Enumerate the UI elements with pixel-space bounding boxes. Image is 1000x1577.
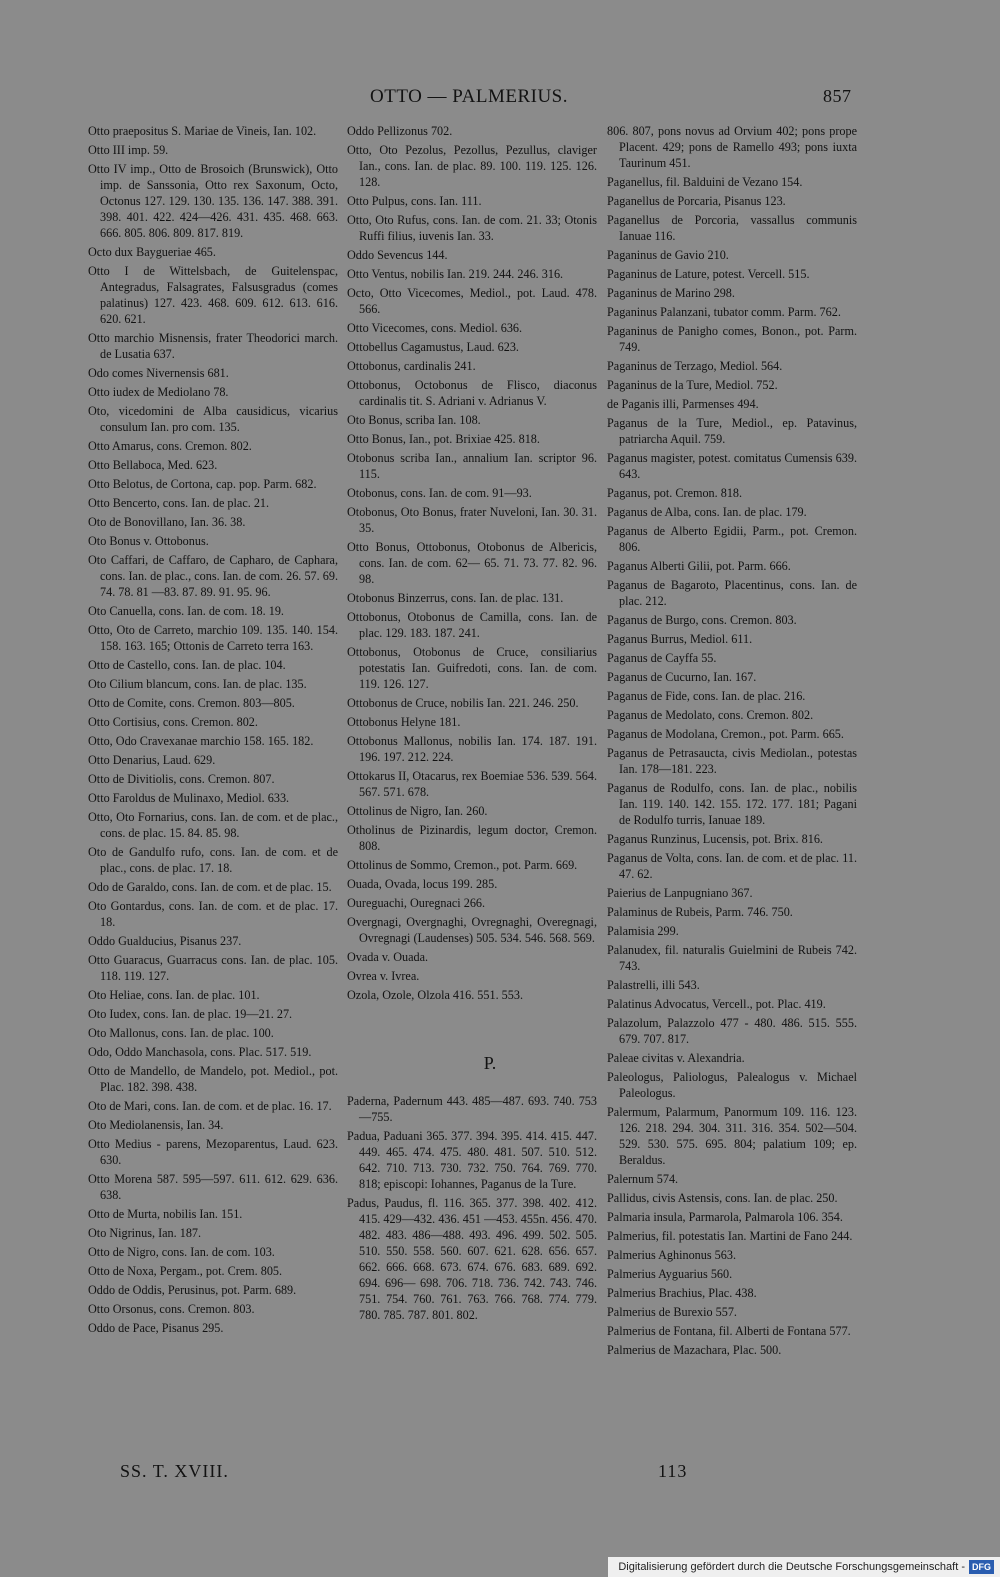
- section-p-entries: [347, 1093, 597, 1323]
- index-entry: Palazolum, Palazzolo 477 - 480. 486. 515. 555. 679. 707. 817.: [607, 1016, 857, 1046]
- index-entry: Ottokarus II, Otacarus, rex Boemiae 536. 539. 564. 567. 571. 678.: [347, 769, 597, 799]
- index-entry: Ottobonus, Otobonus de Cruce, consiliarius potestatis Ian. Guifredoti, cons. Ian. de com. 119. 126. 127.: [347, 645, 597, 691]
- index-entry: Paganus Alberti Gilii, pot. Parm. 666.: [607, 559, 791, 573]
- index-entry: Otobonus Binzerrus, cons. Ian. de plac. 131.: [347, 591, 564, 605]
- index-entry: Ottobonus Helyne 181.: [347, 715, 461, 729]
- index-entry: Otto de Noxa, Pergam., pot. Crem. 805.: [88, 1264, 283, 1278]
- index-entry: Paierius de Lanpugniano 367.: [607, 886, 753, 900]
- index-entry: Palmaria insula, Parmarola, Palmarola 106. 354.: [607, 1210, 843, 1224]
- index-entry: Oto Bonus v. Ottobonus.: [88, 534, 209, 548]
- index-entry: Oureguachi, Ouregnaci 266.: [347, 896, 486, 910]
- index-column-1: [88, 123, 338, 1339]
- index-entry: Palatinus Advocatus, Vercell., pot. Plac. 419.: [607, 997, 826, 1011]
- index-entry: Otto de Mandello, de Mandelo, pot. Mediol., pot. Plac. 182. 398. 438.: [88, 1064, 338, 1094]
- page-number: 857: [823, 86, 852, 106]
- index-entry: Otobonus, Oto Bonus, frater Nuveloni, Ian. 30. 31. 35.: [347, 505, 597, 535]
- index-entry: Otto de Comite, cons. Cremon. 803—805.: [88, 696, 295, 710]
- index-entry: Otto Orsonus, cons. Cremon. 803.: [88, 1302, 255, 1316]
- section-letter: P.: [483, 1053, 497, 1073]
- index-entry: Palmerius de Mazachara, Plac. 500.: [607, 1343, 782, 1357]
- index-entry: Otto Pulpus, cons. Ian. 111.: [347, 194, 482, 208]
- index-entry: Oto Iudex, cons. Ian. de plac. 19—21. 27.: [88, 1007, 293, 1021]
- index-entry: Ovrea v. Ivrea.: [347, 969, 420, 983]
- index-entry: Ovada v. Ouada.: [347, 950, 429, 964]
- index-entry: Ottolinus de Nigro, Ian. 260.: [347, 804, 488, 818]
- index-entry: Paganinus de Marino 298.: [607, 286, 735, 300]
- sheet-signature: 113: [658, 1461, 688, 1481]
- index-entry: Oto de Mari, cons. Ian. de com. et de plac. 16. 17.: [88, 1099, 332, 1113]
- index-entry: Otto, Odo Cravexanae marchio 158. 165. 182.: [88, 734, 314, 748]
- index-entry: de Paganis illi, Parmenses 494.: [607, 397, 759, 411]
- index-entry: Pallidus, civis Astensis, cons. Ian. de plac. 250.: [607, 1191, 838, 1205]
- index-entry: Otto III imp. 59.: [88, 143, 169, 157]
- running-head-title: OTTO — PALMERIUS.: [370, 86, 568, 107]
- index-entry: Oto Nigrinus, Ian. 187.: [88, 1226, 202, 1240]
- index-entry: Oto Canuella, cons. Ian. de com. 18. 19.: [88, 604, 284, 618]
- index-entry: Palermum, Palarmum, Panormum 109. 116. 123. 126. 218. 294. 304. 311. 316. 354. 502—504. 529. 530. 575. 695. 804; palatium 109; ep. Beraldus.: [607, 1105, 857, 1167]
- index-entry: Odo de Garaldo, cons. Ian. de com. et de plac. 15.: [88, 880, 332, 894]
- index-entry: Paganinus de Panigho comes, Bonon., pot. Parm. 749.: [607, 324, 857, 354]
- index-entry: Paganinus de Gavio 210.: [607, 248, 729, 262]
- index-entry: Overgnagi, Overgnaghi, Ovregnaghi, Overegnagi, Ovregnagi (Laudenses) 505. 534. 546. 568. 569.: [347, 915, 597, 945]
- index-entry: Paganus de Burgo, cons. Cremon. 803.: [607, 613, 797, 627]
- index-entry: Paleae civitas v. Alexandria.: [607, 1051, 745, 1065]
- index-entry: Palaminus de Rubeis, Parm. 746. 750.: [607, 905, 793, 919]
- index-entry: Paganinus de Terzago, Mediol. 564.: [607, 359, 783, 373]
- index-entry: Paganus de Medolato, cons. Cremon. 802.: [607, 708, 814, 722]
- index-entry: Otto Amarus, cons. Cremon. 802.: [88, 439, 252, 453]
- index-entry: Paganus de Alba, cons. Ian. de plac. 179.: [607, 505, 807, 519]
- index-entry: Paganus, pot. Cremon. 818.: [607, 486, 743, 500]
- index-entry: Palmerius Ayguarius 560.: [607, 1267, 733, 1281]
- index-entry: Palastrelli, illi 543.: [607, 978, 700, 992]
- index-entry: Palmerius de Fontana, fil. Alberti de Fontana 577.: [607, 1324, 851, 1338]
- index-entry: Oto de Gandulfo rufo, cons. Ian. de com. et de plac., cons. de plac. 17. 18.: [88, 845, 338, 875]
- index-entry: Oddo Gualducius, Pisanus 237.: [88, 934, 242, 948]
- index-entry: Otto Ventus, nobilis Ian. 219. 244. 246. 316.: [347, 267, 564, 281]
- index-entry: Otto marchio Misnensis, frater Theodorici march. de Lusatia 637.: [88, 331, 338, 361]
- index-entry: Paganus de Alberto Egidii, Parm., pot. Cremon. 806.: [607, 524, 857, 554]
- index-entry: Paganus de la Ture, Mediol., ep. Patavinus, patriarcha Aquil. 759.: [607, 416, 857, 446]
- index-entry: Ottolinus de Sommo, Cremon., pot. Parm. 669.: [347, 858, 578, 872]
- index-entry: Oto de Bonovillano, Ian. 36. 38.: [88, 515, 246, 529]
- index-entry: Otto Bonus, Ian., pot. Brixiae 425. 818.: [347, 432, 540, 446]
- index-entry: Paganus de Bagaroto, Placentinus, cons. Ian. de plac. 212.: [607, 578, 857, 608]
- index-entry: Otto de Nigro, cons. Ian. de com. 103.: [88, 1245, 275, 1259]
- index-entry: Otto Cortisius, cons. Cremon. 802.: [88, 715, 258, 729]
- index-entry: Otobonus, cons. Ian. de com. 91—93.: [347, 486, 532, 500]
- index-entry: Ozola, Ozole, Olzola 416. 551. 553.: [347, 988, 523, 1002]
- index-entry: Paganinus de la Ture, Mediol. 752.: [607, 378, 778, 392]
- index-entry: Paganus de Fide, cons. Ian. de plac. 216.: [607, 689, 806, 703]
- index-entry: Otto iudex de Mediolano 78.: [88, 385, 229, 399]
- index-entry: Paganus de Petrasaucta, civis Mediolan., potestas Ian. 178—181. 223.: [607, 746, 857, 776]
- index-entry: Otto Guaracus, Guarracus cons. Ian. de plac. 105. 118. 119. 127.: [88, 953, 338, 983]
- index-entry: Oddo de Pace, Pisanus 295.: [88, 1321, 224, 1335]
- index-entry: Paganus de Cayffa 55.: [607, 651, 717, 665]
- index-entry: Palamisia 299.: [607, 924, 679, 938]
- index-entry: Oto Mediolanensis, Ian. 34.: [88, 1118, 224, 1132]
- index-entry: Otto de Murta, nobilis Ian. 151.: [88, 1207, 243, 1221]
- index-entry: Paganus magister, potest. comitatus Cumensis 639. 643.: [607, 451, 857, 481]
- index-entry: Oddo Pellizonus 702.: [347, 124, 453, 138]
- index-entry: Otto, Oto Pezolus, Pezollus, Pezullus, claviger Ian., cons. Ian. de plac. 89. 100. 119. 125. 126. 128.: [347, 143, 597, 189]
- index-entry: Otto Faroldus de Mulinaxo, Mediol. 633.: [88, 791, 290, 805]
- index-entry: Otto de Divitiolis, cons. Cremon. 807.: [88, 772, 275, 786]
- index-entry: Otobonus scriba Ian., annalium Ian. scriptor 96. 115.: [347, 451, 597, 481]
- index-entry: Paganellus, fil. Balduini de Vezano 154.: [607, 175, 803, 189]
- index-entry: Ouada, Ovada, locus 199. 285.: [347, 877, 498, 891]
- index-entry: Odo comes Nivernensis 681.: [88, 366, 229, 380]
- index-entry: Paganus Burrus, Mediol. 611.: [607, 632, 753, 646]
- index-entry: Octo dux Baygueriae 465.: [88, 245, 216, 259]
- index-entry: Oto Heliae, cons. Ian. de plac. 101.: [88, 988, 260, 1002]
- index-entry: Paganus de Volta, cons. Ian. de com. et de plac. 11. 47. 62.: [607, 851, 857, 881]
- index-entry: Otto Denarius, Laud. 629.: [88, 753, 216, 767]
- index-entry: Ottobonus de Cruce, nobilis Ian. 221. 246. 250.: [347, 696, 579, 710]
- index-entry: Otto praepositus S. Mariae de Vineis, Ian. 102.: [88, 124, 317, 138]
- column-2-entries: [347, 123, 597, 1003]
- index-entry: Paderna, Padernum 443. 485—487. 693. 740. 753—755.: [347, 1094, 597, 1124]
- index-entry: Paganus de Cucurno, Ian. 167.: [607, 670, 757, 684]
- index-entry: 806. 807, pons novus ad Orvium 402; pons prope Placent. 429; pons de Ramello 493; pons iuxta Taurinum 451.: [607, 124, 857, 170]
- volume-signature: SS. T. XVIII.: [120, 1461, 229, 1481]
- index-entry: Otto IV imp., Otto de Brosoich (Brunswick), Otto imp. de Sanssonia, Otto rex Saxonum, Octo, Octonus 127. 129. 130. 135. 136. 147. 388. 391. 398. 401. 422. 424—426. 431. 435. 468. 663. 666. 805. 806. 809. 817. 819.: [88, 162, 338, 240]
- index-entry: Otholinus de Pizinardis, legum doctor, Cremon. 808.: [347, 823, 597, 853]
- index-entry: Otto Morena 587. 595—597. 611. 612. 629. 636. 638.: [88, 1172, 338, 1202]
- index-entry: Ottobonus, cardinalis 241.: [347, 359, 476, 373]
- index-entry: Oto Cilium blancum, cons. Ian. de plac. 135.: [88, 677, 307, 691]
- index-entry: Oto Caffari, de Caffaro, de Capharo, de Caphara, cons. Ian. de plac., cons. Ian. de com. 26. 57. 69. 74. 78. 81 —83. 87. 89. 91. 95. 96.: [88, 553, 338, 599]
- index-entry: Padua, Paduani 365. 377. 394. 395. 414. 415. 447. 449. 465. 474. 475. 480. 481. 507. 510. 512. 642. 710. 713. 730. 732. 750. 764. 769. 770. 818; episcopi: Iohannes, Paganus de la Ture.: [347, 1129, 597, 1191]
- index-entry: Oto, vicedomini de Alba causidicus, vicarius consulum Ian. pro com. 135.: [88, 404, 338, 434]
- index-entry: Paganus de Modolana, Cremon., pot. Parm. 665.: [607, 727, 844, 741]
- index-entry: Oddo de Oddis, Perusinus, pot. Parm. 689.: [88, 1283, 297, 1297]
- index-column-2: [347, 123, 597, 1326]
- index-entry: Oddo Sevencus 144.: [347, 248, 448, 262]
- dfg-logo: DFG: [969, 1560, 994, 1574]
- index-entry: Ottobonus Mallonus, nobilis Ian. 174. 187. 191. 196. 197. 212. 224.: [347, 734, 597, 764]
- index-entry: Padus, Paudus, fl. 116. 365. 377. 398. 402. 412. 415. 429—432. 436. 451 —453. 455n. 456. 470. 482. 483. 486—488. 493. 496. 499. 502. 505. 510. 550. 558. 560. 607. 621. 628. 656. 657. 662. 666. 668. 673. 674. 676. 683. 689. 692. 694. 696— 698. 706. 718. 736. 742. 743. 746. 751. 754. 760. 761. 763. 766. 768. 774. 779. 780. 785. 787. 801. 802.: [347, 1196, 597, 1322]
- index-entry: Palmerius Aghinonus 563.: [607, 1248, 736, 1262]
- index-entry: Paganus Runzinus, Lucensis, pot. Brix. 816.: [607, 832, 823, 846]
- index-column-3: [607, 123, 857, 1361]
- index-entry: Oto Bonus, scriba Ian. 108.: [347, 413, 481, 427]
- index-entry: Paganinus Palanzani, tubator comm. Parm. 762.: [607, 305, 841, 319]
- index-entry: Otto, Oto de Carreto, marchio 109. 135. 140. 154. 158. 163. 165; Ottonis de Carreto terra 163.: [88, 623, 338, 653]
- index-entry: Palmerius Brachius, Plac. 438.: [607, 1286, 757, 1300]
- index-entry: Palmerius de Burexio 557.: [607, 1305, 737, 1319]
- index-entry: Otto de Castello, cons. Ian. de plac. 104.: [88, 658, 286, 672]
- index-entry: Paganus de Rodulfo, cons. Ian. de plac., nobilis Ian. 119. 140. 142. 155. 172. 177. 181; Pagani de Rodulfo turris, Ianuae 189.: [607, 781, 857, 827]
- index-entry: Odo, Oddo Manchasola, cons. Plac. 517. 519.: [88, 1045, 312, 1059]
- index-entry: Otto Bellaboca, Med. 623.: [88, 458, 218, 472]
- index-entry: Paleologus, Paliologus, Palealogus v. Michael Paleologus.: [607, 1070, 857, 1100]
- index-entry: Oto Gontardus, cons. Ian. de com. et de plac. 17. 18.: [88, 899, 338, 929]
- index-entry: Otto Medius - parens, Mezoparentus, Laud. 623. 630.: [88, 1137, 338, 1167]
- index-entry: Palernum 574.: [607, 1172, 679, 1186]
- digitization-credit: [608, 1557, 1000, 1577]
- index-entry: Otto Vicecomes, cons. Mediol. 636.: [347, 321, 523, 335]
- index-entry: Otto Bonus, Ottobonus, Otobonus de Albericis, cons. Ian. de com. 62— 65. 71. 73. 77. 82. 96. 98.: [347, 540, 597, 586]
- index-entry: Otto I de Wittelsbach, de Guitelenspac, Antegradus, Falsagrates, Falsusgradus (comes palatinus) 127. 423. 468. 609. 612. 613. 616. 620. 621.: [88, 264, 338, 326]
- credit-text: Digitalisierung gefördert durch die Deutsche Forschungsgemeinschaft -: [618, 1561, 965, 1573]
- index-entry: Paganellus de Porcaria, Pisanus 123.: [607, 194, 786, 208]
- index-entry: Ottobellus Cagamustus, Laud. 623.: [347, 340, 519, 354]
- index-entry: Octo, Otto Vicecomes, Mediol., pot. Laud. 478. 566.: [347, 286, 597, 316]
- index-entry: Paganinus de Lature, potest. Vercell. 515.: [607, 267, 810, 281]
- index-entry: Otto Belotus, de Cortona, cap. pop. Parm. 682.: [88, 477, 317, 491]
- index-entry: Otto Bencerto, cons. Ian. de plac. 21.: [88, 496, 270, 510]
- index-entry: Otto, Oto Fornarius, cons. Ian. de com. et de plac., cons. de plac. 15. 84. 85. 98.: [88, 810, 338, 840]
- index-entry: Palanudex, fil. naturalis Guielmini de Rubeis 742. 743.: [607, 943, 857, 973]
- index-entry: Ottobonus, Octobonus de Flisco, diaconus cardinalis tit. S. Adriani v. Adrianus V.: [347, 378, 597, 408]
- index-entry: Otto, Oto Rufus, cons. Ian. de com. 21. 33; Otonis Ruffi filius, iuvenis Ian. 33.: [347, 213, 597, 243]
- index-entry: Palmerius, fil. potestatis Ian. Martini de Fano 244.: [607, 1229, 853, 1243]
- index-entry: Paganellus de Porcoria, vassallus communis Ianuae 116.: [607, 213, 857, 243]
- index-entry: Ottobonus, Otobonus de Camilla, cons. Ian. de plac. 129. 183. 187. 241.: [347, 610, 597, 640]
- index-entry: Oto Mallonus, cons. Ian. de plac. 100.: [88, 1026, 274, 1040]
